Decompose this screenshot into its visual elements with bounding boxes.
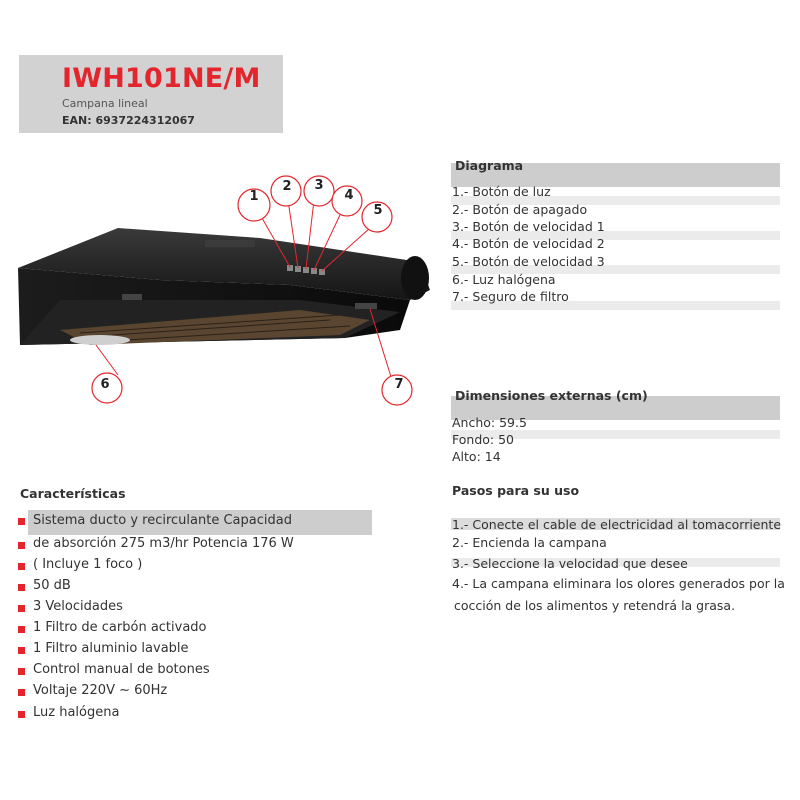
feature-item: Control manual de botones (33, 662, 210, 677)
callout-label: 2 (282, 179, 292, 194)
step-item: 1.- Conecte el cable de electricidad al tomacorriente (452, 517, 782, 532)
feature-item: 1 Filtro de carbón activado (33, 620, 207, 635)
dimensions-title: Dimensiones externas (cm) (455, 388, 648, 403)
feature-item: ( Incluye 1 foco ) (33, 557, 143, 572)
diagram-item: 3.- Botón de velocidad 1 (452, 219, 605, 234)
diagram-title: Diagrama (455, 158, 524, 173)
bullet-icon (18, 647, 25, 654)
step-item: cocción de los alimentos y retendrá la grasa. (454, 598, 736, 613)
range-hood-illustration (15, 170, 440, 420)
bullet-icon (18, 542, 25, 549)
feature-item: Sistema ducto y recirculante Capacidad (33, 513, 292, 528)
callout-label: 5 (373, 203, 383, 218)
hood-body (18, 228, 430, 345)
bullet-icon (18, 711, 25, 718)
bullet-icon (18, 668, 25, 675)
steps-title: Pasos para su uso (452, 483, 580, 498)
bullet-icon (18, 689, 25, 696)
step-item: 3.- Seleccione la velocidad que desee (452, 556, 688, 571)
diagram-item: 6.- Luz halógena (452, 272, 556, 287)
callout-label: 6 (100, 377, 110, 392)
feature-item: Voltaje 220V ~ 60Hz (33, 683, 168, 698)
callout-label: 3 (314, 178, 324, 193)
dimension-item: Alto: 14 (452, 449, 501, 464)
step-item: 4.- La campana eliminara los olores generados por la (452, 576, 785, 591)
diagram-item: 5.- Botón de velocidad 3 (452, 254, 605, 269)
diagram-item: 1.- Botón de luz (452, 184, 551, 199)
diagram-item: 2.- Botón de apagado (452, 202, 588, 217)
filter-latch-icon (355, 303, 377, 309)
product-subtitle: Campana lineal (62, 97, 148, 110)
callout-label: 4 (344, 188, 354, 203)
bullet-icon (18, 563, 25, 570)
diagram-item: 7.- Seguro de filtro (452, 289, 569, 304)
dimension-item: Ancho: 59.5 (452, 415, 527, 430)
diagram-item: 4.- Botón de velocidad 2 (452, 236, 605, 251)
feature-item: 50 dB (33, 578, 71, 593)
bullet-icon (18, 584, 25, 591)
bullet-icon (18, 518, 25, 525)
feature-item: 3 Velocidades (33, 599, 123, 614)
bullet-icon (18, 605, 25, 612)
callout-label: 7 (394, 377, 404, 392)
bullet-icon (18, 626, 25, 633)
dimension-item: Fondo: 50 (452, 432, 514, 447)
ean-code: EAN: 6937224312067 (62, 114, 195, 127)
feature-item: Luz halógena (33, 705, 120, 720)
features-title: Características (20, 486, 126, 501)
halogen-light-icon (70, 335, 130, 345)
feature-item: 1 Filtro aluminio lavable (33, 641, 189, 656)
step-item: 2.- Encienda la campana (452, 535, 607, 550)
model-number: IWH101NE/M (62, 63, 261, 94)
callout-label: 1 (249, 189, 259, 204)
feature-item: de absorción 275 m3/hr Potencia 176 W (33, 536, 294, 551)
